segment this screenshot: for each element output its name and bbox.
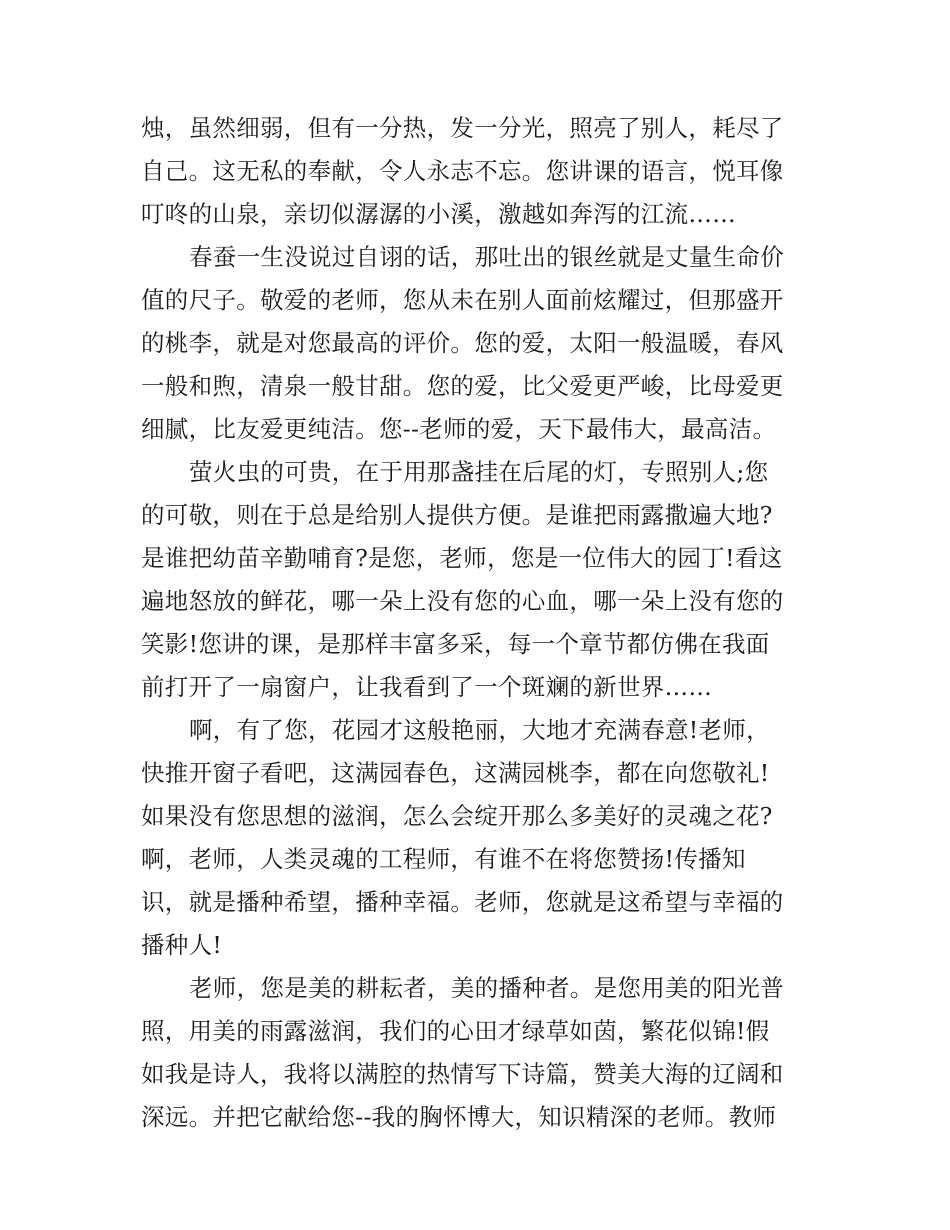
text-line: 播种人! xyxy=(141,931,223,959)
text-line: 识，就是播种希望，播种幸福。老师，您就是这希望与幸福的 xyxy=(141,888,784,916)
text-line: 值的尺子。敬爱的老师，您从未在别人面前炫耀过，但那盛开 xyxy=(141,286,784,314)
text-line: 深远。并把它献给您--我的胸怀博大，知识精深的老师。教师 xyxy=(141,1103,777,1131)
text-line: 快推开窗子看吧，这满园春色，这满园桃李，都在向您敬礼! xyxy=(141,759,770,787)
text-line: 烛，虽然细弱，但有一分热，发一分光，照亮了别人，耗尽了 xyxy=(141,114,784,142)
text-line: 的桃李，就是对您最高的评价。您的爱，太阳一般温暖，春风 xyxy=(141,329,784,357)
text-line: 照，用美的雨露滋润，我们的心田才绿草如茵，繁花似锦!假 xyxy=(141,1017,770,1045)
paragraph-start-line: 老师，您是美的耕耘者，美的播种者。是您用美的阳光普 xyxy=(189,974,784,1002)
text-line: 的可敬，则在于总是给别人提供方便。是谁把雨露撒遍大地? xyxy=(141,501,773,529)
text-line: 前打开了一扇窗户，让我看到了一个斑斓的新世界…… xyxy=(141,673,713,701)
text-line: 叮咚的山泉，亲切似潺潺的小溪，激越如奔泻的江流…… xyxy=(141,200,736,228)
text-line: 笑影!您讲的课，是那样丰富多采，每一个章节都仿佛在我面 xyxy=(141,630,770,658)
text-line: 如我是诗人，我将以满腔的热情写下诗篇，赞美大海的辽阔和 xyxy=(141,1060,784,1088)
text-line: 自己。这无私的奉献，令人永志不忘。您讲课的语言，悦耳像 xyxy=(141,157,784,185)
text-line: 如果没有您思想的滋润，怎么会绽开那么多美好的灵魂之花? xyxy=(141,802,773,830)
text-line: 细腻，比友爱更纯洁。您--老师的爱，天下最伟大，最高洁。 xyxy=(141,415,777,443)
text-line: 是谁把幼苗辛勤哺育?是您，老师，您是一位伟大的园丁!看这 xyxy=(141,544,783,572)
paragraph-start-line: 春蚕一生没说过自诩的话，那吐出的银丝就是丈量生命价 xyxy=(189,243,784,271)
text-line: 遍地怒放的鲜花，哪一朵上没有您的心血，哪一朵上没有您的 xyxy=(141,587,784,615)
paragraph-start-line: 萤火虫的可贵，在于用那盏挂在后尾的灯，专照别人;您 xyxy=(189,458,769,486)
paragraph-start-line: 啊，有了您，花园才这般艳丽，大地才充满春意!老师， xyxy=(189,716,770,744)
text-line: 一般和煦，清泉一般甘甜。您的爱，比父爱更严峻，比母爱更 xyxy=(141,372,784,400)
text-line: 啊，老师，人类灵魂的工程师，有谁不在将您赞扬!传播知 xyxy=(141,845,746,873)
